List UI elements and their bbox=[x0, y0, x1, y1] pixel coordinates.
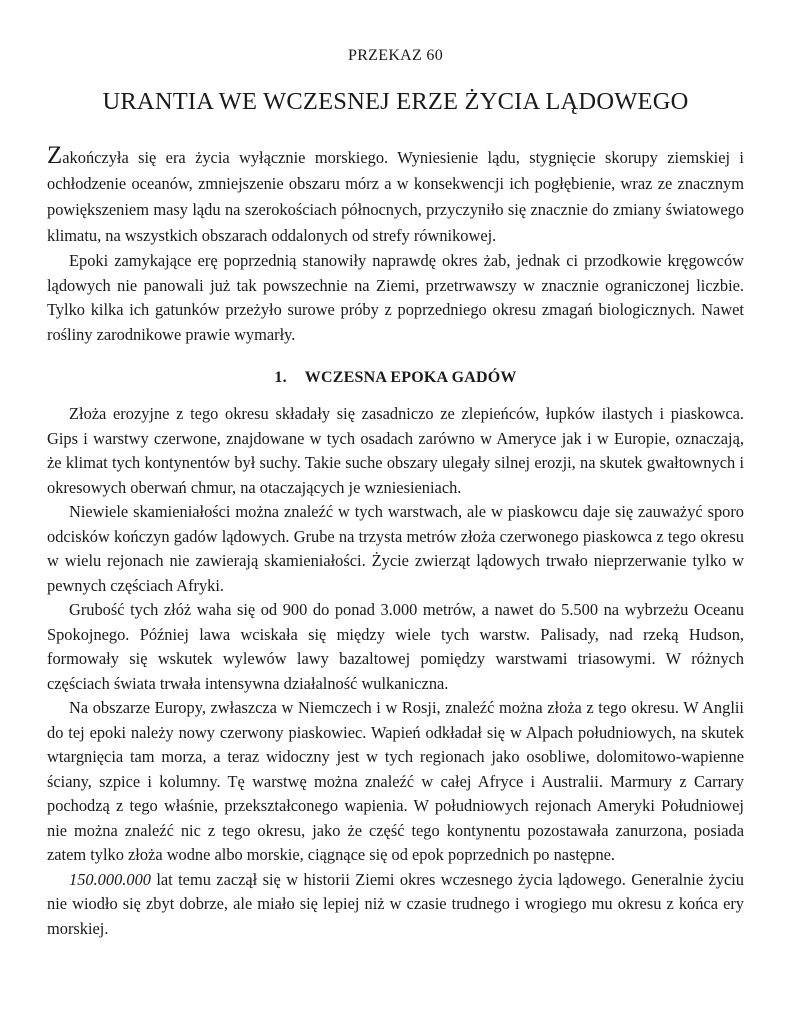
section-paragraph-3: Grubość tych złóż waha się od 900 do ponad 3.000 metrów, a nawet do 5.500 na wybrzeżu Oceanu Spokojnego. Później lawa wciskała się między wiele tych warstw. Palisady, nad rzeką Hudson, formowały się wskutek wylewów lawy bazaltowej pomiędzy warstwami triasowymi. W różnych częściach świata trwała intensywna działalność wulkaniczna. bbox=[47, 600, 744, 693]
section-body bbox=[47, 402, 744, 941]
section-paragraph-4: Na obszarze Europy, zwłaszcza w Niemczech i w Rosji, znaleźć można złoża z tego okresu. W Anglii do tej epoki należy nowy czerwony piaskowiec. Wapień odkładał się w Alpach południowych, na skutek wtargnięcia tam morza, a teraz widoczny jest w tych regionach jako osobliwe, dolomitowo-wapienne ściany, szpice i kolumny. Tę warstwę można znaleźć w całej Afryce i Australii. Marmury z Carrary pochodzą z tego właśnie, przekształconego wapienia. W południowych rejonach Ameryki Południowej nie można znaleźć nic z tego okresu, jako że część tego kontynentu pozostawała zanurzona, posiada zatem tylko złoża wodne albo morskie, ciągnące się od epok poprzednich po następne. bbox=[47, 698, 744, 864]
drop-cap: Z bbox=[47, 142, 63, 169]
section-paragraph-5-text: lat temu zaczął się w historii Ziemi okres wczesnego życia lądowego. Generalnie życiu nie wiodło się zbyt dobrze, ale miało się lepiej niż w czasie trudnego i wrogiego mu okresu z końca ery morskiej. bbox=[47, 869, 744, 938]
paper-label: PRZEKAZ 60 bbox=[348, 47, 443, 64]
intro-section bbox=[47, 144, 744, 347]
section-paragraph-5 bbox=[47, 868, 744, 942]
intro-paragraph-1-text: akończyła się era życia wyłącznie morskiego. Wyniesienie lądu, stygnięcie skorupy ziemskiej i ochłodzenie oceanów, zmniejszenie obszaru mórz a w konsekwencji ich pogłębienie, wraz ze znacznym powiększeniem masy lądu na szerokościach północnych, przyczyniło się znacznie do zmiany światowego klimatu, na wszystkich obszarach oddalonych od strefy równikowej. bbox=[47, 148, 744, 245]
section-paragraph-1: Złoża erozyjne z tego okresu składały się zasadniczo ze zlepieńców, łupków ilastych i piaskowca. Gips i warstwy czerwone, znajdowane w tych osadach zarówno w Ameryce jak i w Europie, oznaczają, że klimat tych kontynentów był suchy. Takie suche obszary ulegały silnej erozji, na skutek gwałtownych i okresowych oberwań chmur, na otaczających je wzniesieniach. bbox=[47, 404, 744, 497]
section-paragraph-2: Niewiele skamieniałości można znaleźć w tych warstwach, ale w piaskowcu daje się zauważyć sporo odcisków kończyn gadów lądowych. Grube na trzysta metrów złoża czerwonego piaskowca z tego okresu w wielu rejonach nie zawierają skamieniałości. Życie zwierząt lądowych trwało nieprzerwanie tylko w pewnych częściach Afryki. bbox=[47, 502, 744, 595]
paper-title: URANTIA WE WCZESNEJ ERZE ŻYCIA LĄDOWEGO bbox=[102, 88, 689, 115]
intro-paragraph-2: Epoki zamykające erę poprzednią stanowiły naprawdę okres żab, jednak ci przodkowie kręgowców lądowych nie panowali już tak powszechnie na Ziemi, przetrwawszy w znacznie ograniczonej liczbie. Tylko kilka ich gatunków przeżyło surowe próby z poprzedniego okresu zmagań biologicznych. Nawet rośliny zarodnikowe prawie wymarły. bbox=[47, 251, 744, 344]
section-heading bbox=[47, 369, 744, 387]
intro-paragraph-1 bbox=[47, 144, 744, 249]
section-title: WCZESNA EPOKA GADÓW bbox=[304, 369, 517, 386]
date-emphasis: 150.000.000 bbox=[69, 869, 151, 889]
section-number: 1. bbox=[274, 369, 287, 386]
